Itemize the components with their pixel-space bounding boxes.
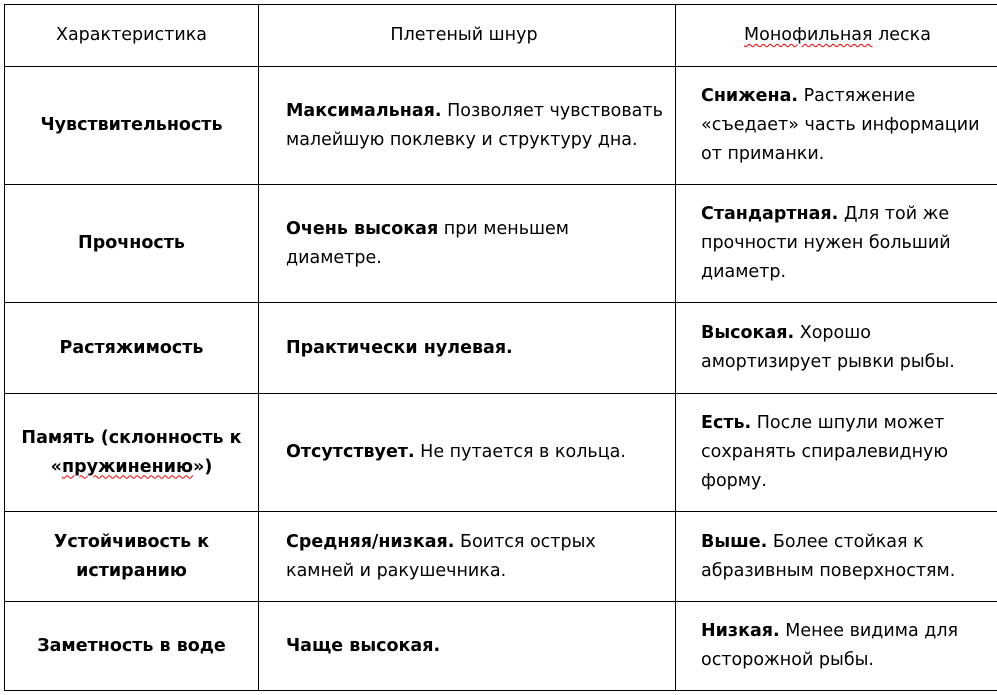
- row-name-part: Память (склонность к «: [21, 427, 242, 477]
- mono-desc: Для той же прочности нужен больший диаметр.: [701, 204, 951, 282]
- table-row: [5, 67, 997, 185]
- braid-desc: Не путается в кольца.: [414, 442, 626, 462]
- mono-verdict: Выше.: [701, 531, 768, 552]
- braid-cell: [259, 394, 676, 512]
- mono-cell: [676, 67, 997, 185]
- mono-verdict: Снижена.: [701, 86, 799, 106]
- table-row: [5, 185, 997, 303]
- header-mono-rest: леска: [872, 25, 931, 45]
- table-row: [5, 512, 997, 602]
- row-name-part: »): [193, 456, 213, 477]
- mono-desc: Более стойкая к абразивным поверхностям.: [701, 531, 956, 581]
- mono-desc: Менее видима для осторожной рыбы.: [701, 621, 959, 670]
- header-mono: [676, 5, 997, 67]
- table-row: [5, 303, 997, 394]
- table-row: [5, 394, 997, 512]
- header-mono-word: Монофильная: [744, 25, 873, 45]
- header-row: [5, 5, 997, 67]
- header-braid: Плетеный шнур: [259, 5, 676, 67]
- braid-desc: Боится острых камней и ракушечника.: [286, 531, 596, 581]
- row-name: Прочность: [5, 185, 259, 303]
- braid-verdict: Средняя/низкая.: [286, 531, 455, 552]
- braid-verdict: Очень высокая: [286, 218, 439, 239]
- braid-cell: [259, 602, 676, 691]
- braid-cell: [259, 303, 676, 394]
- braid-cell: [259, 67, 676, 185]
- mono-verdict: Высокая.: [701, 323, 795, 343]
- mono-cell: [676, 512, 997, 602]
- row-name: Чувствительность: [5, 67, 259, 185]
- braid-verdict: Отсутствует.: [286, 442, 415, 462]
- row-name: Устойчивость к истиранию: [5, 512, 259, 602]
- row-name: Заметность в воде: [5, 602, 259, 691]
- braid-desc: при меньшем диаметре.: [286, 218, 569, 268]
- braid-verdict: Практически нулевая.: [286, 337, 513, 358]
- braid-desc: Позволяет чувствовать малейшую поклевку и структуру дна.: [286, 100, 663, 150]
- braid-verdict: Чаще высокая.: [286, 635, 441, 656]
- braid-verdict: Максимальная.: [286, 100, 442, 121]
- mono-cell: [676, 602, 997, 691]
- braid-cell: [259, 512, 676, 602]
- comparison-table: [4, 4, 997, 691]
- mono-desc: Хорошо амортизирует рывки рыбы.: [701, 323, 955, 372]
- row-name-misspelled: пружинению: [61, 456, 194, 477]
- mono-verdict: Стандартная.: [701, 204, 839, 224]
- mono-cell: [676, 394, 997, 512]
- mono-cell: [676, 303, 997, 394]
- table-row: [5, 602, 997, 691]
- mono-desc: После шпули может сохранять спиралевидную форму.: [701, 413, 949, 491]
- mono-verdict: Низкая.: [701, 621, 780, 641]
- row-name: Растяжимость: [5, 303, 259, 394]
- header-characteristic: Характеристика: [5, 5, 259, 67]
- mono-desc: Растяжение «съедает» часть информации от приманки.: [701, 86, 980, 164]
- mono-cell: [676, 185, 997, 303]
- braid-cell: [259, 185, 676, 303]
- mono-verdict: Есть.: [701, 413, 752, 433]
- row-name: [5, 394, 259, 512]
